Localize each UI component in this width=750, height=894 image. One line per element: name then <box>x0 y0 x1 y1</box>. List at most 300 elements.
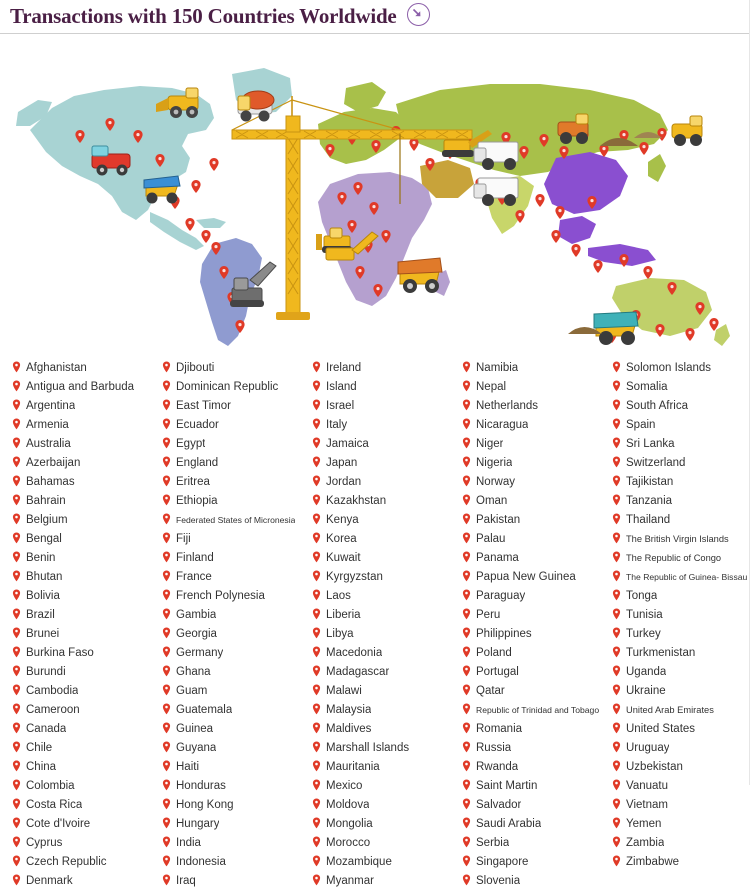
country-item <box>462 814 600 833</box>
country-label: Jordan <box>326 475 362 488</box>
dump-truck-orange <box>398 258 442 293</box>
country-label: Germany <box>176 646 224 659</box>
country-item <box>312 358 450 377</box>
country-label: Korea <box>326 532 357 545</box>
country-item <box>12 719 150 738</box>
country-item <box>312 548 450 567</box>
country-item <box>12 662 150 681</box>
map-pin-icon <box>162 646 171 658</box>
map-pin-icon <box>612 684 621 696</box>
map-pin-icon <box>162 722 171 734</box>
map-pin-icon <box>312 361 321 373</box>
map-pin-icon <box>12 570 21 582</box>
country-label: Brazil <box>26 608 55 621</box>
country-item <box>312 795 450 814</box>
country-label: Italy <box>326 418 348 431</box>
country-item <box>612 358 750 377</box>
map-pin-icon <box>12 855 21 867</box>
map-pin-icon <box>12 380 21 392</box>
map-pin-icon <box>162 874 171 886</box>
country-label: Haiti <box>176 760 200 773</box>
country-label: Burkina Faso <box>26 646 94 659</box>
country-label: Spain <box>626 418 656 431</box>
country-label: Jamaica <box>326 437 369 450</box>
map-pin-icon <box>462 380 471 392</box>
country-item <box>312 643 450 662</box>
country-item <box>12 605 150 624</box>
country-label: Mexico <box>326 779 363 792</box>
country-item <box>462 852 600 871</box>
map-pin-icon <box>612 836 621 848</box>
country-item <box>612 662 750 681</box>
map-pin-icon <box>462 741 471 753</box>
map-pin-icon <box>312 665 321 677</box>
country-item <box>162 871 300 890</box>
country-item <box>612 833 750 852</box>
country-label: Mauritania <box>326 760 380 773</box>
country-item <box>162 643 300 662</box>
country-label: Island <box>326 380 357 393</box>
country-label: Armenia <box>26 418 69 431</box>
country-label: Hong Kong <box>176 798 234 811</box>
country-item <box>462 871 600 890</box>
map-pin-icon <box>12 513 21 525</box>
country-label: Portugal <box>476 665 519 678</box>
country-label: Israel <box>326 399 355 412</box>
map-pin-icon <box>12 437 21 449</box>
country-label: Niger <box>476 437 504 450</box>
country-item <box>462 624 600 643</box>
map-pin-icon <box>12 722 21 734</box>
country-label: Egypt <box>176 437 206 450</box>
country-item <box>462 719 600 738</box>
map-pin-icon <box>312 874 321 886</box>
map-pin-icon <box>612 494 621 506</box>
country-label: India <box>176 836 201 849</box>
country-label: Papua New Guinea <box>476 570 576 583</box>
country-label: The British Virgin Islands <box>626 533 729 544</box>
country-item <box>612 624 750 643</box>
country-label: Myanmar <box>326 874 374 887</box>
country-item <box>162 681 300 700</box>
country-label: Chile <box>26 741 53 754</box>
map-pin-icon <box>462 475 471 487</box>
country-label: Ethiopia <box>176 494 218 507</box>
country-label: Iraq <box>176 874 196 887</box>
map-pin-icon <box>312 798 321 810</box>
country-label: Kyrgyzstan <box>326 570 383 583</box>
map-pin-icon <box>462 874 471 886</box>
country-label: China <box>26 760 57 773</box>
country-label: Kazakhstan <box>326 494 387 507</box>
country-item <box>612 643 750 662</box>
country-label: Malawi <box>326 684 362 697</box>
country-item <box>312 586 450 605</box>
country-item <box>162 586 300 605</box>
region-china <box>544 152 628 214</box>
map-pin-icon <box>12 798 21 810</box>
country-item <box>162 510 300 529</box>
map-pin-icon <box>462 399 471 411</box>
map-pin-icon <box>612 532 621 544</box>
country-label: Panama <box>476 551 519 564</box>
country-item <box>462 586 600 605</box>
map-pin-icon <box>612 380 621 392</box>
page-title: Transactions with 150 Countries Worldwide <box>10 4 397 28</box>
wheel-loader-yellow-2 <box>672 116 702 146</box>
country-item <box>462 453 600 472</box>
country-label: Australia <box>26 437 71 450</box>
country-label: Benin <box>26 551 56 564</box>
map-pin-icon <box>612 456 621 468</box>
country-label: Uzbekistan <box>626 760 683 773</box>
country-label: Pakistan <box>476 513 521 526</box>
country-label: Costa Rica <box>26 798 83 811</box>
world-map <box>0 34 750 352</box>
country-item <box>462 776 600 795</box>
map-pin-icon <box>12 551 21 563</box>
country-label: Solomon Islands <box>626 361 712 374</box>
map-pin-icon <box>612 551 621 563</box>
country-label: Somalia <box>626 380 668 393</box>
country-item <box>462 396 600 415</box>
country-label: Uganda <box>626 665 667 678</box>
map-pin-icon <box>312 855 321 867</box>
country-item <box>162 757 300 776</box>
country-label: Cameroon <box>26 703 80 716</box>
country-item <box>312 700 450 719</box>
country-label: Brunei <box>26 627 60 640</box>
map-pin-icon <box>612 722 621 734</box>
country-item <box>312 833 450 852</box>
map-pin-icon <box>162 551 171 563</box>
country-item <box>612 472 750 491</box>
country-item <box>612 852 750 871</box>
country-label: Bahamas <box>26 475 75 488</box>
region-southeast-asia <box>558 216 596 244</box>
country-item <box>12 700 150 719</box>
country-label: Zambia <box>626 836 665 849</box>
country-label: Cote d'Ivoire <box>26 817 91 830</box>
country-item <box>162 358 300 377</box>
country-label: Honduras <box>176 779 226 792</box>
country-label: The Republic of Congo <box>626 552 722 563</box>
country-item <box>162 605 300 624</box>
map-pin-icon <box>612 741 621 753</box>
map-pin-icon <box>462 760 471 772</box>
map-pin-icon <box>312 608 321 620</box>
country-item <box>162 491 300 510</box>
country-item <box>312 681 450 700</box>
country-label: The Republic of Guinea- Bissau <box>626 571 748 582</box>
map-pin-icon <box>612 665 621 677</box>
country-item <box>312 415 450 434</box>
map-pin-icon <box>12 608 21 620</box>
map-pin-icon <box>312 570 321 582</box>
country-label: Zimbabwe <box>626 855 680 868</box>
country-item <box>462 358 600 377</box>
country-label: Tajikistan <box>626 475 674 488</box>
region-central-america <box>150 212 204 250</box>
country-label: Mozambique <box>326 855 392 868</box>
map-pin-icon <box>312 646 321 658</box>
map-pin-icon <box>612 589 621 601</box>
country-item <box>612 377 750 396</box>
country-item <box>462 377 600 396</box>
country-item <box>312 624 450 643</box>
map-pin-icon <box>312 589 321 601</box>
country-column-2 <box>150 358 300 890</box>
country-item <box>462 567 600 586</box>
country-label: Turkey <box>626 627 661 640</box>
map-pin-icon <box>12 627 21 639</box>
country-item <box>612 434 750 453</box>
country-item <box>462 434 600 453</box>
country-label: United Arab Emirates <box>626 704 714 715</box>
country-label: Singapore <box>476 855 529 868</box>
country-label: Liberia <box>326 608 361 621</box>
map-pin-icon <box>162 665 171 677</box>
country-item <box>312 738 450 757</box>
country-item <box>462 415 600 434</box>
country-item <box>612 738 750 757</box>
map-pin-icon <box>462 627 471 639</box>
header <box>0 0 750 34</box>
map-pin-icon <box>312 494 321 506</box>
country-label: Federated States of Micronesia <box>176 514 296 525</box>
map-pin-icon <box>312 399 321 411</box>
country-item <box>12 377 150 396</box>
country-label: Nicaragua <box>476 418 529 431</box>
map-pin-icon <box>312 380 321 392</box>
country-label: Ukraine <box>626 684 666 697</box>
country-label: Bengal <box>26 532 62 545</box>
map-pin-icon <box>162 570 171 582</box>
map-pin-icon <box>12 589 21 601</box>
map-pin-icon <box>162 817 171 829</box>
map-pin-icon <box>12 741 21 753</box>
country-label: Japan <box>326 456 358 469</box>
map-pin-icon <box>162 589 171 601</box>
country-item <box>462 643 600 662</box>
country-item <box>12 738 150 757</box>
map-pin-icon <box>462 817 471 829</box>
map-pin-icon <box>312 475 321 487</box>
map-pin-icon <box>612 361 621 373</box>
country-label: Burundi <box>26 665 66 678</box>
country-label: Azerbaijan <box>26 456 81 469</box>
country-label: Philippines <box>476 627 532 640</box>
country-item <box>612 529 750 548</box>
map-pin-icon <box>312 703 321 715</box>
country-label: Russia <box>476 741 512 754</box>
country-item <box>312 377 450 396</box>
country-label: Djibouti <box>176 361 215 374</box>
country-item <box>462 510 600 529</box>
country-item <box>162 529 300 548</box>
country-item <box>312 757 450 776</box>
country-item <box>612 795 750 814</box>
country-label: Cambodia <box>26 684 79 697</box>
map-pin-icon <box>612 798 621 810</box>
country-item <box>312 852 450 871</box>
country-label: Qatar <box>476 684 505 697</box>
map-pin-icon <box>162 532 171 544</box>
country-label: Paraguay <box>476 589 526 602</box>
country-label: Nigeria <box>476 456 513 469</box>
country-item <box>612 567 750 586</box>
map-pin-icon <box>612 513 621 525</box>
map-pin-icon <box>312 760 321 772</box>
map-pin-icon <box>462 722 471 734</box>
country-item <box>612 510 750 529</box>
country-item <box>312 434 450 453</box>
country-label: Ghana <box>176 665 211 678</box>
map-pin-icon <box>162 608 171 620</box>
country-label: Vietnam <box>626 798 668 811</box>
country-item <box>462 738 600 757</box>
map-pin-icon <box>12 361 21 373</box>
map-pin-icon <box>12 760 21 772</box>
map-pin-icon <box>12 532 21 544</box>
country-label: Libya <box>326 627 354 640</box>
map-pin-icon <box>612 817 621 829</box>
country-column-4 <box>450 358 600 890</box>
country-label: Afghanistan <box>26 361 87 374</box>
country-label: Kenya <box>326 513 359 526</box>
country-label: Marshall Islands <box>326 741 410 754</box>
map-pin-icon <box>12 665 21 677</box>
country-item <box>462 529 600 548</box>
country-label: Sri Lanka <box>626 437 675 450</box>
country-item <box>462 681 600 700</box>
country-item <box>162 415 300 434</box>
map-pin-icon <box>462 836 471 848</box>
country-item <box>462 757 600 776</box>
country-label: France <box>176 570 212 583</box>
map-pin-icon <box>12 703 21 715</box>
country-item <box>162 719 300 738</box>
country-label: Switzerland <box>626 456 686 469</box>
map-pin-icon <box>462 494 471 506</box>
map-pin-icon <box>12 418 21 430</box>
country-label: Guinea <box>176 722 214 735</box>
map-pin-icon <box>462 513 471 525</box>
country-item <box>12 472 150 491</box>
country-label: Tanzania <box>626 494 673 507</box>
country-label: Salvador <box>476 798 522 811</box>
country-label: Laos <box>326 589 351 602</box>
country-item <box>462 700 600 719</box>
country-item <box>162 567 300 586</box>
country-label: Thailand <box>626 513 671 526</box>
map-pin-icon <box>462 684 471 696</box>
dump-truck-blue <box>144 176 180 204</box>
country-label: Dominican Republic <box>176 380 279 393</box>
country-item <box>12 681 150 700</box>
country-item <box>612 757 750 776</box>
country-label: Guyana <box>176 741 217 754</box>
country-item <box>312 719 450 738</box>
arrow-down-right-circle-icon <box>407 3 430 26</box>
country-label: Netherlands <box>476 399 539 412</box>
map-pin-icon <box>312 836 321 848</box>
country-item <box>612 415 750 434</box>
country-label: Malaysia <box>326 703 372 716</box>
country-label: Madagascar <box>326 665 390 678</box>
country-label: Guam <box>176 684 208 697</box>
country-item <box>12 833 150 852</box>
country-item <box>462 472 600 491</box>
country-item <box>462 833 600 852</box>
map-pin-icon <box>12 646 21 658</box>
country-item <box>612 453 750 472</box>
region-japan <box>648 154 666 182</box>
country-label: Czech Republic <box>26 855 107 868</box>
country-item <box>12 567 150 586</box>
country-label: Uruguay <box>626 741 670 754</box>
country-item <box>612 776 750 795</box>
country-label: Saudi Arabia <box>476 817 542 830</box>
map-pin-icon <box>312 817 321 829</box>
map-pin-icon <box>462 608 471 620</box>
country-item <box>162 776 300 795</box>
map-pin-icon <box>312 418 321 430</box>
country-label: Morocco <box>326 836 371 849</box>
country-item <box>162 377 300 396</box>
map-pin-icon <box>162 437 171 449</box>
map-pin-icon <box>12 399 21 411</box>
country-item <box>462 548 600 567</box>
map-pin-icon <box>162 684 171 696</box>
concrete-mixer-truck <box>238 91 274 122</box>
country-label: Norway <box>476 475 515 488</box>
country-label: Tunisia <box>626 608 663 621</box>
map-pin-icon <box>612 475 621 487</box>
country-item <box>162 700 300 719</box>
country-label: Macedonia <box>326 646 383 659</box>
country-item <box>12 871 150 890</box>
country-label: Moldova <box>326 798 370 811</box>
map-pin-icon <box>462 646 471 658</box>
country-item <box>312 472 450 491</box>
country-item <box>162 738 300 757</box>
country-label: Bahrain <box>26 494 66 507</box>
country-item <box>612 605 750 624</box>
region-caribbean <box>196 218 226 228</box>
country-item <box>162 795 300 814</box>
country-item <box>312 814 450 833</box>
country-item <box>312 662 450 681</box>
country-label: Bhutan <box>26 570 63 583</box>
country-item <box>312 510 450 529</box>
country-item <box>162 453 300 472</box>
map-pin-icon <box>462 855 471 867</box>
country-item <box>162 662 300 681</box>
country-item <box>462 662 600 681</box>
map-pin-icon <box>612 418 621 430</box>
map-pin-icon <box>462 665 471 677</box>
country-item <box>12 358 150 377</box>
map-pin-icon <box>162 380 171 392</box>
world-map-svg <box>0 34 750 352</box>
map-pin-icon <box>612 399 621 411</box>
country-label: Nepal <box>476 380 507 393</box>
map-pin-icon <box>312 456 321 468</box>
country-label: Canada <box>26 722 67 735</box>
map-pin-icon <box>312 551 321 563</box>
country-label: Colombia <box>26 779 75 792</box>
